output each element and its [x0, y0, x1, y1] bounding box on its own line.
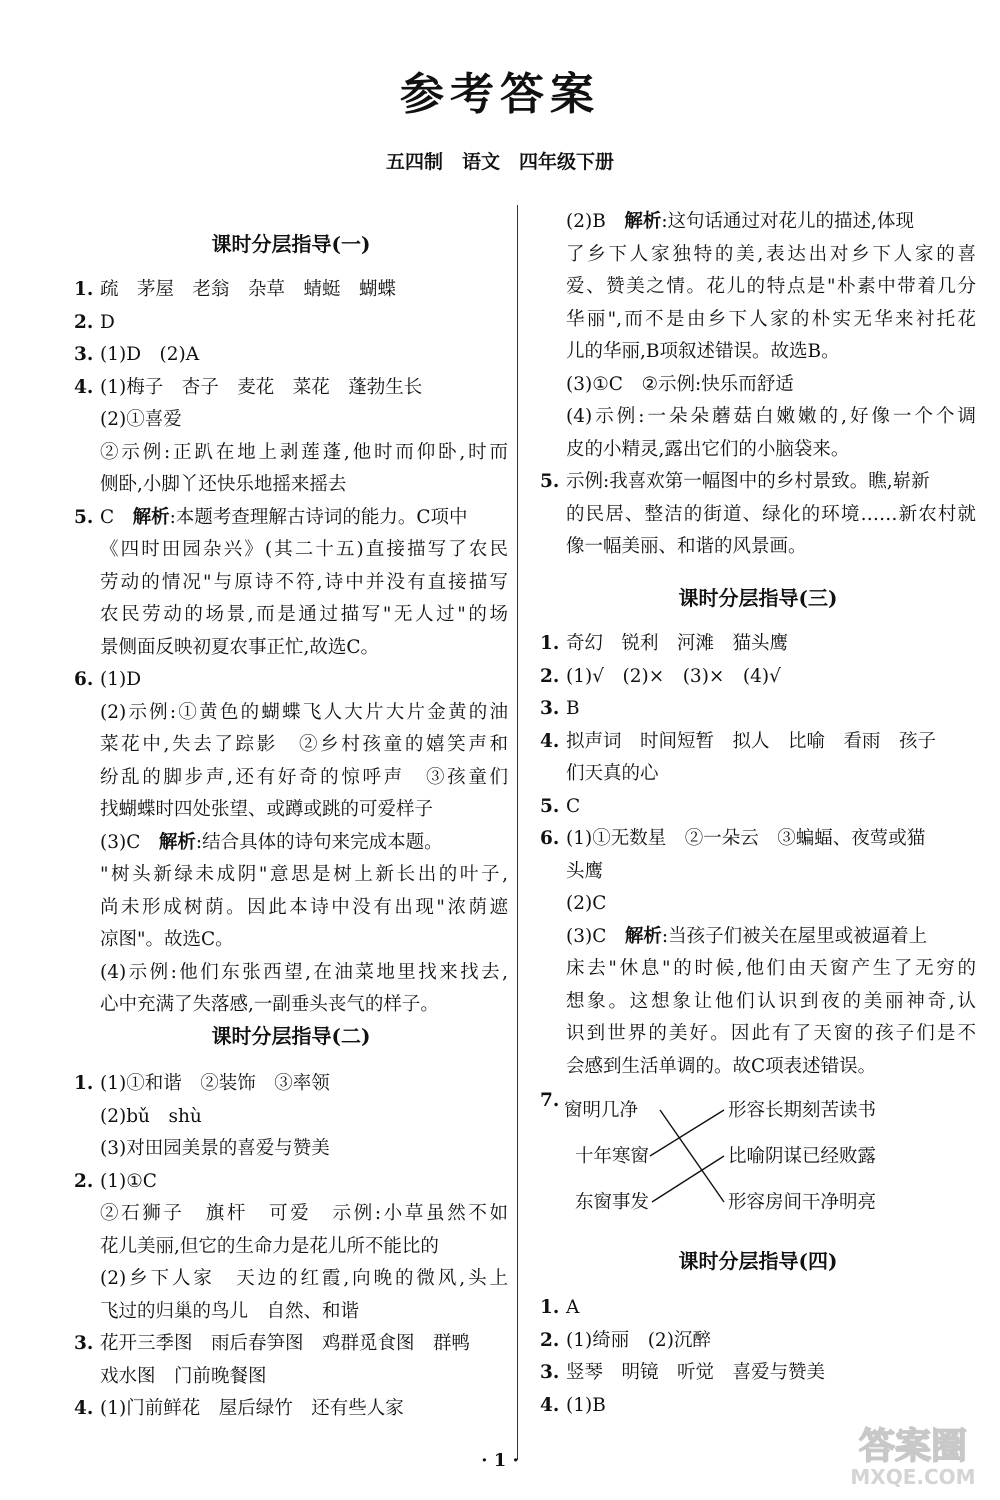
- answer-line: (2)bǔ shù: [100, 1105, 202, 1127]
- answer-line: 头鹰: [566, 860, 604, 882]
- match-left-item: 窗明几净: [564, 1100, 639, 1121]
- answer-line: 6. (1)D: [74, 669, 142, 690]
- answer-line: 2. (1)绮丽 (2)沉醉: [540, 1329, 711, 1351]
- page-subtitle: 五四制 语文 四年级下册: [385, 151, 614, 173]
- answer-line: 农民劳动的场景,而是通过描写"无人过"的场: [100, 604, 508, 625]
- analysis-label: 解析: [132, 506, 170, 528]
- answer-line: 3. B: [540, 698, 580, 719]
- answer-line: 景侧面反映初夏农事正忙,故选C。: [100, 636, 380, 658]
- answer-line: (2)乡下人家 天边的红霞,向晚的微风,头上: [100, 1268, 508, 1289]
- answer-line: 花儿美丽,但它的生命力是花儿所不能比的: [100, 1235, 439, 1257]
- answer-line: 《四时田园杂兴》(其二十五)直接描写了农民: [100, 539, 508, 560]
- idiom-matching-diagram: [540, 1090, 976, 1220]
- answer-line: 识到世界的美好。因此有了天窗的孩子们是不: [566, 1023, 976, 1044]
- answer-line: (3)①C ②示例:快乐而舒适: [566, 373, 794, 395]
- answer-line: (4)示例:一朵朵蘑菇白嫩嫩的,好像一个个调: [566, 406, 976, 427]
- answer-line: 2. (1)√ (2)× (3)× (4)√: [540, 665, 781, 687]
- watermark-url: MXQE.COM: [850, 1465, 976, 1489]
- match-line: [652, 1156, 724, 1202]
- answer-line: 1. 疏 茅屋 老翁 杂草 蜻蜓 蝴蝶: [74, 279, 397, 300]
- answer-line: (3)C 解析:结合具体的诗句来完成本题。: [100, 831, 443, 853]
- page-number: · 1 ·: [481, 1450, 519, 1471]
- answer-line: ②示例:正趴在地上剥莲蓬,他时而仰卧,时而: [100, 441, 508, 463]
- analysis-label: 解析: [158, 831, 196, 853]
- section-4-answers: [540, 1292, 976, 1422]
- section-2-answers: [74, 1068, 508, 1426]
- answer-line: (2)示例:①黄色的蝴蝶飞人大片大片金黄的油: [100, 701, 508, 723]
- answer-line: 爱、赞美之情。花儿的特点是"朴素中带着几分: [566, 276, 976, 297]
- section-title-4: 课时分层指导(四): [678, 1249, 838, 1273]
- answer-line: 纷乱的脚步声,还有好奇的惊呼声 ③孩童们: [100, 766, 508, 788]
- answer-line: 的民居、整洁的街道、绿化的环境……新农村就: [566, 503, 976, 525]
- answer-line: 1. 奇幻 锐利 河滩 猫头鹰: [540, 633, 789, 654]
- answer-line: 皮的小精灵,露出它们的小脑袋来。: [566, 438, 850, 460]
- answer-line: 了乡下人家独特的美,表达出对乡下人家的喜: [566, 243, 976, 265]
- answer-line: 床去"休息"的时候,他们由天窗产生了无穷的: [566, 958, 976, 979]
- section-3-answers: [540, 628, 976, 1083]
- answer-line: 戏水图 门前晚餐图: [100, 1365, 267, 1387]
- answer-line: 2. (1)①C: [74, 1170, 157, 1192]
- answer-line: 们天真的心: [566, 763, 659, 784]
- answer-line: 2. D: [74, 311, 115, 333]
- answer-line: 4. (1)B: [540, 1394, 606, 1416]
- match-lines: [540, 1090, 976, 1220]
- section-title-2: 课时分层指导(二): [211, 1024, 371, 1048]
- column-divider: [517, 205, 518, 1460]
- section-title-1: 课时分层指导(一): [211, 232, 371, 256]
- section-1-answers: [74, 274, 508, 1022]
- answer-line: 5. C: [540, 795, 581, 817]
- answer-line: 像一幅美丽、和谐的风景画。: [566, 536, 807, 557]
- answer-line: 凉图"。故选C。: [100, 929, 234, 950]
- answer-line: 5. C 解析:本题考查理解古诗词的能力。C项中: [74, 506, 468, 528]
- answer-line: (2)B 解析:这句话通过对花儿的描述,体现: [566, 211, 914, 232]
- answer-line: 3. 竖琴 明镜 听觉 喜爱与赞美: [540, 1362, 826, 1383]
- answer-line: 想象。这想象让他们认识到夜的美丽神奇,认: [566, 990, 976, 1012]
- answer-line: 3. 花开三季图 雨后春笋图 鸡群觅食图 群鸭: [74, 1333, 471, 1354]
- answer-line: 1. (1)①和谐 ②装饰 ③率领: [74, 1073, 330, 1094]
- match-right-item: 形容长期刻苦读书: [728, 1100, 877, 1121]
- match-right-item: 形容房间干净明亮: [728, 1192, 877, 1213]
- answer-line: (3)对田园美景的喜爱与赞美: [100, 1138, 330, 1159]
- match-line: [660, 1110, 724, 1202]
- analysis-label: 解析: [624, 211, 662, 232]
- answer-line: (2)①喜爱: [100, 409, 182, 430]
- answer-line: (2)C: [566, 893, 607, 914]
- answer-line: 找蝴蝶时四处张望、或蹲或跳的可爱样子: [100, 799, 434, 820]
- answer-line: 5. 示例:我喜欢第一幅图中的乡村景致。瞧,崭新: [540, 471, 930, 492]
- answer-line: 4. (1)梅子 杏子 麦花 菜花 蓬勃生长: [74, 376, 423, 398]
- answer-line: 尚未形成树荫。因此本诗中没有出现"浓荫遮: [100, 896, 508, 918]
- analysis-label: 解析: [624, 925, 662, 947]
- watermark-logo: [838, 1418, 988, 1490]
- answer-line: 劳动的情况"与原诗不符,诗中并没有直接描写: [100, 571, 508, 593]
- answer-line: 4. (1)门前鲜花 屋后绿竹 还有些人家: [74, 1398, 404, 1419]
- match-right-item: 比喻阴谋已经败露: [728, 1146, 877, 1167]
- answer-line: 飞过的归巢的鸟儿 自然、和谐: [100, 1300, 360, 1322]
- answer-line: 4. 拟声词 时间短暂 拟人 比喻 看雨 孩子: [540, 730, 937, 752]
- section-2-continued: [540, 206, 976, 564]
- answer-line: (4)示例:他们东张西望,在油菜地里找来找去,: [100, 961, 508, 983]
- match-left-item: 十年寒窗: [575, 1146, 650, 1167]
- answer-line: (3)C 解析:当孩子们被关在屋里或被逼着上: [566, 925, 928, 947]
- answer-line: 儿的华丽,B项叙述错误。故选B。: [566, 341, 840, 362]
- match-left-item: 东窗事发: [575, 1192, 650, 1213]
- answer-line: 心中充满了失落感,一副垂头丧气的样子。: [100, 994, 439, 1015]
- answer-line: 华丽",而不是由乡下人家的朴实无华来衬托花: [566, 308, 976, 330]
- answer-line: ②石狮子 旗杆 可爱 示例:小草虽然不如: [100, 1203, 508, 1224]
- answer-line: 菜花中,失去了踪影 ②乡村孩童的嬉笑声和: [100, 734, 508, 755]
- answer-line: 会感到生活单调的。故C项表述错误。: [566, 1055, 877, 1077]
- page-title: 参考答案: [400, 69, 600, 120]
- answer-line: "树头新绿未成阴"意思是树上新长出的叶子,: [100, 864, 508, 885]
- answer-line: 6. (1)①无数星 ②一朵云 ③蝙蝠、夜莺或猫: [540, 828, 926, 849]
- question-number: 7.: [540, 1090, 560, 1111]
- answer-line: 1. A: [540, 1297, 580, 1318]
- answer-line: 侧卧,小脚丫还快乐地摇来摇去: [100, 474, 347, 495]
- watermark-text: 答案圈: [858, 1426, 968, 1467]
- answer-line: 3. (1)D (2)A: [74, 344, 200, 365]
- section-title-3: 课时分层指导(三): [678, 586, 838, 610]
